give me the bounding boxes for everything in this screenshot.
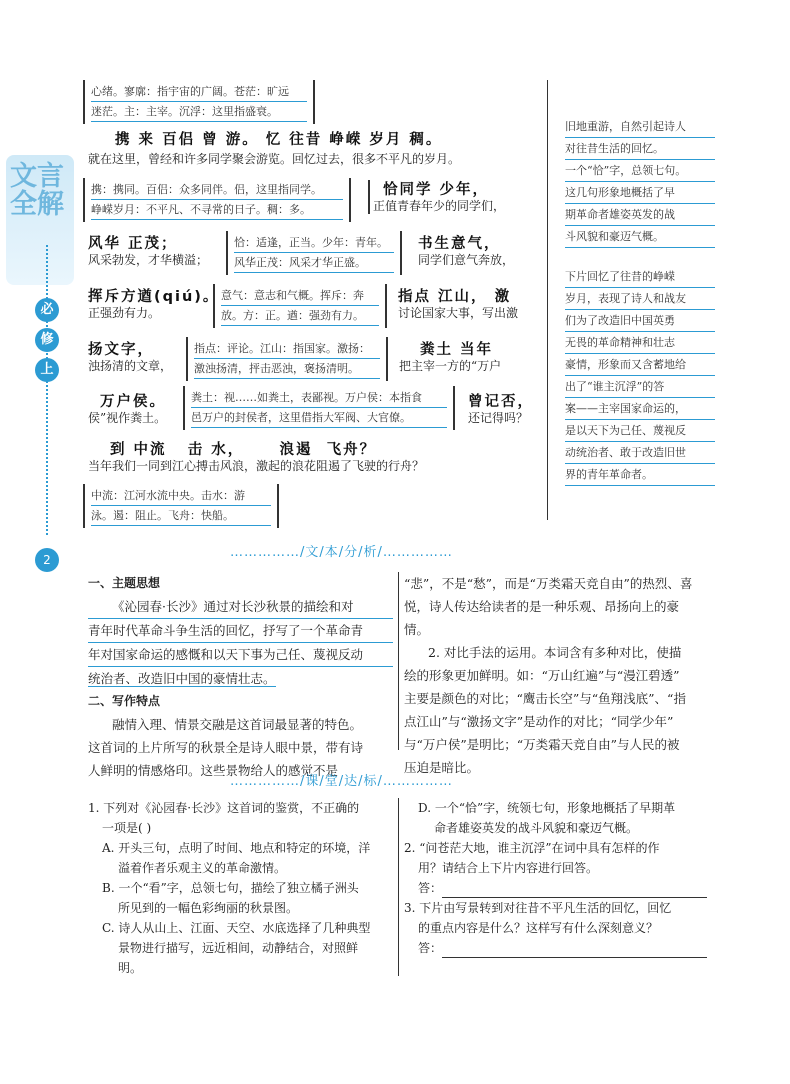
- practice-divider: [398, 798, 399, 976]
- analysis-heading-2: 二、写作特点: [88, 694, 161, 708]
- poem-line-11: 到 中流 击 水， 浪遏 飞舟？: [110, 442, 377, 458]
- poem-translation-1: 就在这里，曾经和许多同学聚会游览。回忆过去，很多不平凡的岁月。: [88, 152, 461, 166]
- page-number: 2: [35, 548, 59, 572]
- note-box-5: 指点：评论。江山：指国家。激扬： 激浊扬清，抨击恶浊，褒扬清明。: [186, 337, 388, 381]
- poem-line-2: 恰同学 少年，: [383, 182, 490, 198]
- poem-translation-3: 风采勃发，才华横溢；: [88, 253, 209, 267]
- note-box-3: 恰：适逢，正当。少年：青年。 风华正茂：风采才华正盛。: [226, 231, 402, 275]
- note-box-4: 意气：意志和气概。挥斥：奔 放。方：正。遒：强劲有力。: [213, 284, 387, 328]
- practice-left-column: 1. 下列对《沁园春·长沙》这首词的鉴赏，不正确的 一项是( ) A. 开头三句，点明了时间、地点和特定的环境，洋 溢着作者乐观主义的革命激情。 B. 一个“看”字，总领七句，描绘了独立橘子洲头 所见到的一幅色彩绚丽的秋景图。 C. 诗人从山上、江面、天空、水底选择了几种典型 景物进行描写，远近相间，动静结合，对照鲜 明。: [88, 798, 393, 978]
- volume-badge-3: 上: [35, 358, 59, 382]
- option-a: A. 开头三句，点明了时间、地点和特定的环境，洋: [102, 841, 371, 855]
- option-b: B. 一个“看”字，总领七句，描绘了独立橘子洲头: [102, 881, 359, 895]
- poem-line-6: 指点 江山， 激: [398, 289, 512, 305]
- answer-line-2[interactable]: 答：: [404, 878, 714, 898]
- poem-translation-11: 当年我们一同到江心搏击风浪，激起的浪花阻遏了飞驶的行舟？: [88, 459, 425, 473]
- book-logo: [6, 155, 74, 285]
- poem-line-8: 粪土 当年: [420, 342, 494, 358]
- poem-line-1: 携 来 百侣 曾 游。 忆 往昔 峥嵘 岁月 稠。: [115, 132, 443, 148]
- poem-line-5: 挥斥方遒(qiú)。: [88, 289, 220, 305]
- poem-translation-2: 正值青春年少的同学们，: [373, 199, 506, 213]
- poem-line-7: 扬文字，: [88, 342, 154, 358]
- practice-right-column: D. 一个“恰”字，统领七句，形象地概括了早期革 命者雄姿英发的战斗风貌和豪迈气概。 2. “问苍茫大地，谁主沉浮”在词中具有怎样的作 用？请结合上下片内容进行回答。 答： 3. 下片由写景转到对往昔不平凡生活的回忆，回忆 的重点内容是什么？这样写有什么深刻意义？ 答：: [404, 798, 714, 958]
- poem-translation-6: 讨论国家大事，写出激: [398, 306, 519, 320]
- poem-translation-8: 把主宰一方的“万户: [399, 359, 502, 373]
- bracket-2: [368, 180, 374, 214]
- poem-line-4: 书生意气，: [418, 236, 501, 252]
- poem-translation-10: 还记得吗？: [468, 411, 529, 425]
- poem-line-3: 风华 正茂；: [88, 236, 178, 252]
- note-box-2: 携：携同。百侣：众多同伴。侣，这里指同学。 峥嵘岁月：不平凡、不寻常的日子。稠：多。: [83, 178, 351, 222]
- analysis-divider: [398, 572, 399, 750]
- note-box-6: 粪土：视……如粪土，表鄙视。万户侯：本指食 邑万户的封侯者，这里借指大军阀、大官僚。: [183, 386, 455, 430]
- analysis-right-column: “悲”，不是“愁”，而是“万类霜天竞自由”的热烈、喜 悦，诗人传达给读者的是一种乐观、昂扬向上的豪 情。 2. 对比手法的运用。本词含有多种对比，使描 绘的形象更加鲜明。如：“万山红遍”与“漫江碧透” 主要是颜色的对比；“鹰击长空”与“鱼翔浅底”、“指 点江山”与“激扬文字”是动作的对比；“同学少年” 与“万户侯”是明比；“万类霜天竞自由”与人民的被 压迫是暗比。: [404, 576, 693, 775]
- side-note-1: 旧地重游，自然引起诗人 对往昔生活的回忆。 一个“恰”字，总领七句。 这几句形象地概括了早 期革命者雄姿英发的战 斗风貌和豪迈气概。: [565, 116, 715, 248]
- side-note-2: 下片回忆了往昔的峥嵘 岁月，表现了诗人和战友 们为了改造旧中国英勇 无畏的革命精神和壮志 豪情，形象而又含蓄地给 出了“谁主沉浮”的答 案——主宰国家命运的， 是以天下为己任、蔑视反 动统治者、敢于改造旧世 界的青年革命者。: [565, 266, 715, 486]
- poem-translation-4: 同学们意气奔放，: [418, 253, 515, 267]
- note-box-1: 心绪。寥廓：指宇宙的广阔。苍茫：旷远 迷茫。主：主宰。沉浮：这里指盛衰。: [83, 80, 315, 124]
- poem-translation-7: 浊扬清的文章，: [88, 359, 173, 373]
- poem-translation-5: 正强劲有力。: [88, 306, 161, 320]
- analysis-left-column: 一、主题思想 《沁园春·长沙》通过对长沙秋景的描绘和对 青年时代革命斗争生活的回忆，抒写了一个革命青 年对国家命运的感慨和以天下事为己任、蔑视反动 统治者、改造旧中国的豪情壮志。 二、写作特点 融情入理、情景交融是这首词最显著的特色。 这首词的上片所写的秋景全是诗人眼中景，带有诗 人鲜明的情感烙印。这些景物给人的感觉不是: [88, 572, 393, 782]
- answer-line-3[interactable]: 答：: [404, 938, 714, 958]
- note-box-7: 中流：江河水流中央。击水：游 泳。遏：阻止。飞舟：快船。: [83, 484, 279, 528]
- poem-line-9: 万户侯。: [100, 394, 166, 410]
- practice-heading: ……………/课/堂/达/标/……………: [230, 774, 453, 789]
- volume-badge-2: 修: [35, 328, 59, 352]
- column-divider: [547, 80, 548, 520]
- dotted-rail: [46, 245, 48, 535]
- option-c: C. 诗人从山上、江面、天空、水底选择了几种典型: [102, 921, 371, 935]
- volume-badge-1: 必: [35, 298, 59, 322]
- book-logo-text: 文言全解: [10, 161, 64, 220]
- analysis-heading: ……………/文/本/分/析/……………: [230, 545, 453, 560]
- poem-translation-9: 侯”视作粪土。: [88, 411, 167, 425]
- poem-line-10: 曾记否，: [468, 394, 534, 410]
- option-d: D. 一个“恰”字，统领七句，形象地概括了早期革: [418, 801, 676, 815]
- analysis-heading-1: 一、主题思想: [88, 576, 161, 590]
